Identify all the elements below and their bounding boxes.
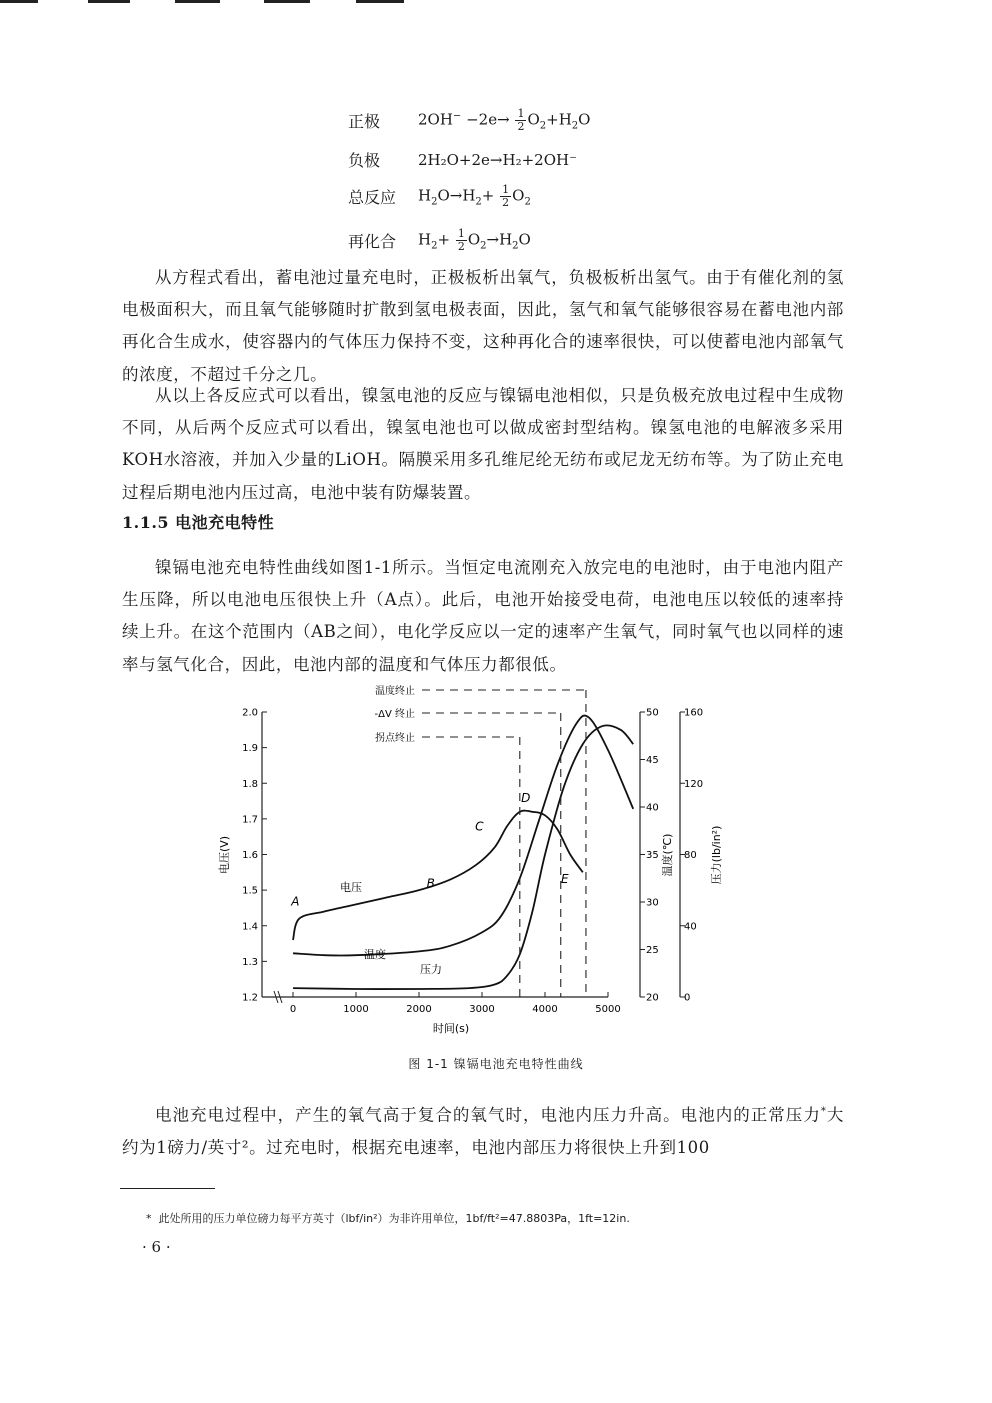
point-label: C [475, 819, 484, 834]
equation-overall [348, 184, 531, 209]
x-tick-label: 3000 [469, 1004, 495, 1015]
point-label: A [291, 894, 300, 909]
equation-positive [348, 108, 590, 133]
paragraph-charge-characteristics: 镍镉电池充电特性曲线如图1-1所示。当恒定电流刚充入放完电的电池时，由于电池内阻产生压降，所以电池电压很快上升（A点）。此后，电池开始接受电荷，电池电压以较低的速率持续上升。在这个范围内（AB之间），电化学反应以一定的速率产生氧气，同时氧气也以同样的速率与氢气化合，因此，电池内部的温度和气体压力都很低。 [122, 558, 844, 674]
x-axis-title: 时间(s) [432, 1022, 470, 1035]
y3-tick-label: 80 [684, 850, 697, 861]
equation-body: 2OH− −2e→ $\frac{1}{2}$ $O_2+H_2O$ [418, 107, 591, 133]
series-label: 电压 [340, 881, 362, 894]
y2-tick-label: 35 [646, 850, 659, 861]
scan-edge-mark [264, 0, 310, 3]
x-tick-label: 4000 [532, 1004, 558, 1015]
equation-body: 2H₂O+2e→H₂+2OH⁻ [418, 150, 577, 169]
footnote-rule [120, 1188, 215, 1189]
equation-label: 总反应 [348, 188, 397, 207]
paragraph-recombination: 从方程式看出，蓄电池过量充电时，正极板析出氧气，负极板析出氢气。由于有催化剂的氢电极面积大，而且氧气能够随时扩散到氢电极表面，因此，氢气和氧气能够很容易在蓄电池内部再化合生成水，使容器内的气体压力保持不变，这种再化合的速率很快，可以使蓄电池内部氧气的浓度，不超过千分之几。 [122, 268, 844, 384]
paragraph-nimh: 从以上各反应式可以看出，镍氢电池的反应与镍镉电池相似，只是负极充放电过程中生成物不同，从后两个反应式可以看出，镍氢电池也可以做成密封型结构。镍氢电池的电解液多采用KOH水溶液，并加入少量的LiOH。隔膜采用多孔维尼纶无纺布或尼龙无纺布等。为了防止充电过程后期电池内压过高，电池中装有防爆装置。 [122, 386, 844, 502]
series-line-y2 [293, 715, 633, 955]
y2-tick-label: 45 [646, 755, 659, 766]
y-tick-label: 2.0 [242, 707, 258, 719]
y2-axis-title: 温度(℃) [661, 833, 674, 877]
equation-label: 正极 [348, 112, 381, 131]
termination-label: 温度终止 [375, 686, 415, 697]
equation-negative [348, 148, 577, 171]
y-tick-label: 1.3 [242, 956, 258, 968]
point-label: D [521, 791, 531, 806]
scan-edge-mark [175, 0, 220, 3]
termination-label: 拐点终止 [375, 733, 415, 744]
termination-label: -ΔV 终止 [374, 709, 415, 720]
equation-label: 负极 [348, 151, 381, 170]
y2-tick-label: 20 [646, 992, 659, 1004]
series-line-y3 [293, 725, 633, 989]
y3-tick-label: 40 [684, 921, 697, 933]
y2-tick-label: 30 [646, 897, 659, 909]
y-tick-label: 1.6 [242, 850, 258, 861]
charge-characteristic-chart [210, 680, 740, 1050]
equation-body: $H_2+$ $\frac{1}{2}$ $O_2\to H_2O$ [418, 227, 531, 253]
series-label: 温度 [364, 948, 386, 961]
footnote-marker: * [820, 1106, 827, 1117]
x-tick-label: 5000 [595, 1004, 621, 1015]
equation-label: 再化合 [348, 232, 397, 251]
y-tick-label: 1.8 [242, 778, 258, 790]
y2-tick-label: 25 [646, 945, 659, 956]
y-tick-label: 1.7 [242, 814, 258, 826]
scan-edge-mark [356, 0, 404, 3]
y3-tick-label: 0 [684, 992, 691, 1004]
equation-body: $H_2O\to H_2+$ $\frac{1}{2}$ $O_2$ [418, 183, 531, 209]
x-tick-label: 0 [289, 1004, 297, 1015]
scan-edge-mark [88, 0, 130, 3]
y3-axis-title: 压力(lb/in²) [710, 825, 723, 885]
point-label: B [426, 876, 435, 891]
figure-caption: 图 1-1 镍镉电池充电特性曲线 [408, 1057, 584, 1071]
y-tick-label: 1.2 [242, 992, 258, 1004]
y3-tick-label: 120 [684, 778, 704, 790]
scan-edge-mark [0, 0, 38, 3]
x-tick-label: 2000 [406, 1004, 432, 1015]
series-line-y [293, 811, 583, 940]
y2-tick-label: 40 [646, 802, 659, 814]
y-tick-label: 1.5 [242, 885, 258, 897]
y-tick-label: 1.4 [242, 921, 258, 933]
section-heading: 1.1.5 电池充电特性 [122, 513, 275, 532]
x-tick-label: 1000 [343, 1004, 369, 1015]
series-label: 压力 [420, 963, 442, 976]
point-label: E [561, 871, 569, 886]
equation-recombination [348, 228, 531, 253]
y2-tick-label: 50 [646, 707, 659, 719]
page-number: · 6 · [142, 1238, 171, 1256]
y-axis-title: 电压(V) [218, 835, 231, 875]
footnote: * 此处所用的压力单位磅力每平方英寸（lbf/in²）为非许用单位，1bf/ft²=47.8803Pa，1ft=12in. [146, 1212, 630, 1225]
y-tick-label: 1.9 [242, 743, 258, 755]
paragraph-pressure: 电池充电过程中，产生的氧气高于复合的氧气时，电池内压力升高。电池内的正常压力*大约为1磅力/英寸²。过充电时，根据充电速率，电池内部压力将很快上升到100 [122, 1105, 844, 1157]
y3-tick-label: 160 [684, 707, 704, 719]
